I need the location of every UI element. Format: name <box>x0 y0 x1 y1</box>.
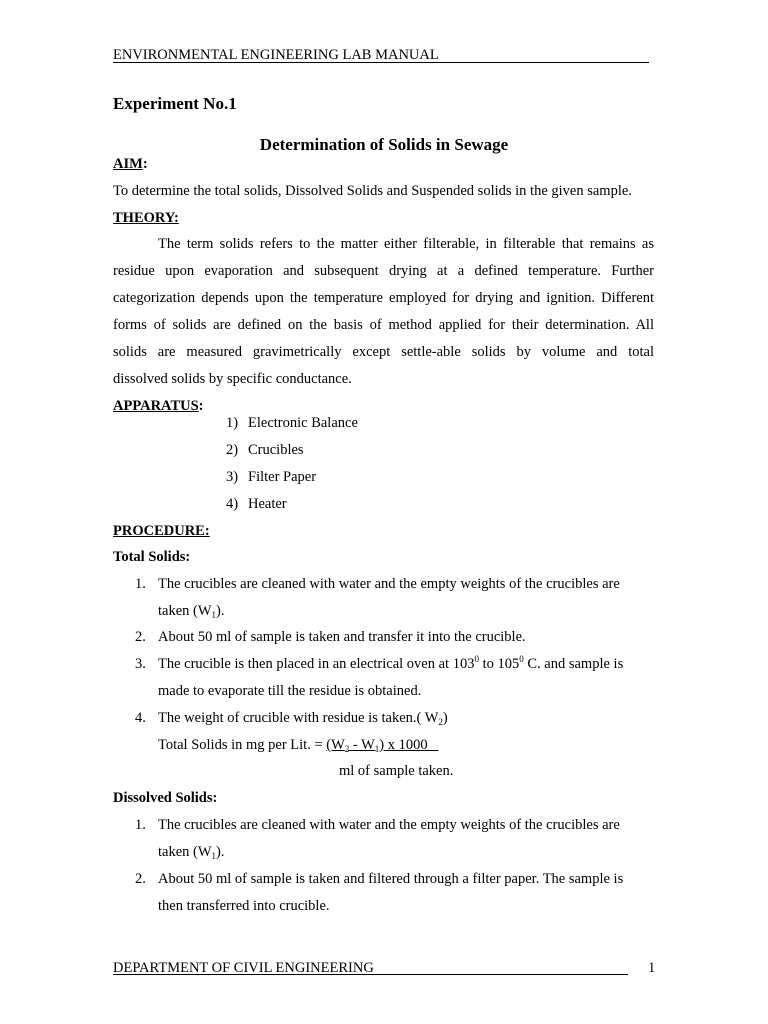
theory-line: forms of solids are defined on the basis of method applied for their determination. All <box>113 317 654 333</box>
aim-text: To determine the total solids, Dissolved Solids and Suspended solids in the given sample. <box>113 183 632 199</box>
theory-heading: THEORY: <box>113 210 179 226</box>
apparatus-item: Heater <box>248 496 287 512</box>
apparatus-item: Filter Paper <box>248 469 317 485</box>
apparatus-item-number: 4) <box>226 496 239 512</box>
step-text: taken $(W_1)$. <box>158 844 225 861</box>
step-text: made to evaporate till the residue is obtained. <box>158 683 422 699</box>
footer-department: DEPARTMENT OF CIVIL ENGINEERING <box>113 960 374 976</box>
total-solids-formula: Total Solids in mg per Lit. = $(W_2 - W_1)$ x 1000 <box>158 737 439 754</box>
formula-denominator: ml of sample taken. <box>339 763 454 779</box>
theory-line: solids are measured gravimetrically except settle-able solids by volume and total <box>113 344 654 360</box>
dissolved-solids-heading: Dissolved Solids: <box>113 790 218 806</box>
step-text: The crucibles are cleaned with water and the empty weights of the crucibles are <box>158 817 620 833</box>
step-number: 1. <box>135 576 146 592</box>
theory-line: dissolved solids by specific conductance. <box>113 371 352 387</box>
formula-numerator: $(W_2 - W_1)$ x 1000 <box>326 737 428 754</box>
apparatus-item: Crucibles <box>248 442 304 458</box>
apparatus-item-number: 3) <box>226 469 239 485</box>
step-text: About 50 ml of sample is taken and transfer it into the crucible. <box>158 629 526 645</box>
theory-line: The term solids refers to the matter either filterable, in filterable that remains as <box>158 236 654 252</box>
step-text: The crucibles are cleaned with water and the empty weights of the crucibles are <box>158 576 620 592</box>
theory-line: residue upon evaporation and subsequent drying at a defined temperature. Further <box>113 263 654 279</box>
apparatus-item-number: 1) <box>226 415 239 431</box>
step-text: The crucible is then placed in an electrical oven at $103^0$ to $105^0$ C. and sample is <box>158 654 624 672</box>
step-number: 4. <box>135 710 146 726</box>
total-solids-heading: Total Solids: <box>113 549 191 565</box>
page-number: 1 <box>648 960 656 976</box>
experiment-number: Experiment No.1 <box>113 94 237 113</box>
step-number: 3. <box>135 656 146 672</box>
step-number: 2. <box>135 629 146 645</box>
footer-rule <box>113 974 628 975</box>
header-rule <box>113 62 649 63</box>
apparatus-item-number: 2) <box>226 442 239 458</box>
aim-heading: AIM: <box>113 156 148 172</box>
document-title: Determination of Solids in Sewage <box>259 135 509 154</box>
step-number: 1. <box>135 817 146 833</box>
step-text: taken $(W_1)$. <box>158 603 225 620</box>
running-header: ENVIRONMENTAL ENGINEERING LAB MANUAL <box>113 47 439 63</box>
apparatus-heading: APPARATUS: <box>113 398 204 414</box>
step-text: The weight of crucible with residue is taken.( $W_2$) <box>158 710 448 727</box>
step-text: About 50 ml of sample is taken and filtered through a filter paper. The sample is <box>158 871 624 887</box>
theory-line: categorization depends upon the temperature employed for drying and ignition. Different <box>113 290 654 306</box>
procedure-heading: PROCEDURE: <box>113 523 210 539</box>
step-number: 2. <box>135 871 146 887</box>
apparatus-item: Electronic Balance <box>248 415 358 431</box>
step-text: then transferred into crucible. <box>158 898 330 914</box>
